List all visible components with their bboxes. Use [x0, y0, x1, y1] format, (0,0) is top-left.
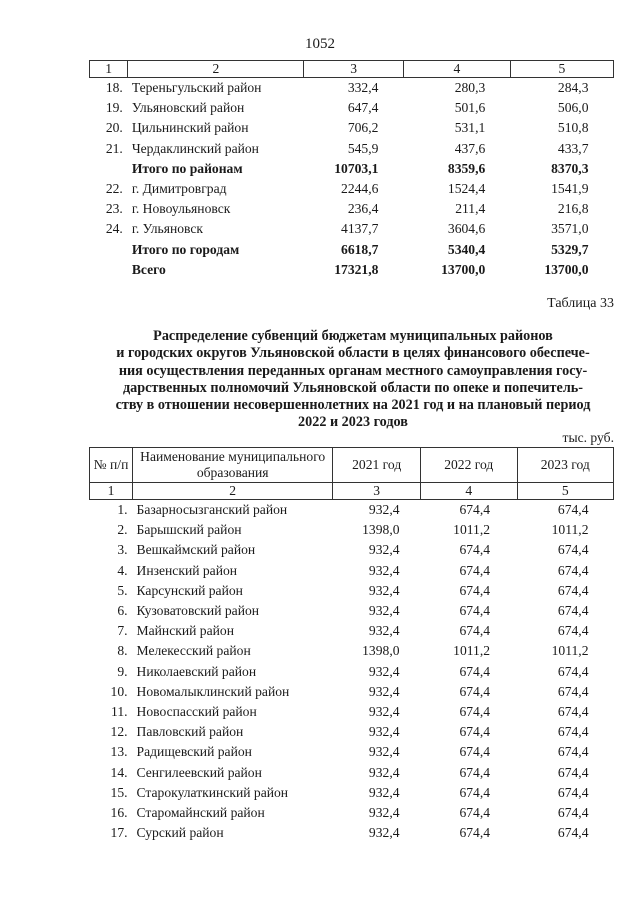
index-cell: 1 [90, 61, 128, 78]
value-2021: 932,4 [368, 804, 400, 820]
row-name: Новоспасский район [136, 703, 257, 719]
value-2022: 674,4 [459, 582, 491, 598]
row-name: Ульяновский район [131, 100, 245, 116]
table-row [90, 199, 614, 219]
value-2022: 674,4 [459, 744, 491, 760]
header-num: № п/п [90, 448, 133, 483]
value-2023: 674,4 [557, 825, 589, 841]
value-2022: 437,6 [454, 140, 486, 156]
table-row [90, 682, 614, 702]
value-2021: 647,4 [347, 100, 379, 116]
units-label: тыс. руб. [562, 430, 614, 445]
header-year-2021: 2021 год [333, 448, 421, 483]
value-2022: 674,4 [459, 683, 491, 699]
value-2022: 674,4 [459, 724, 491, 740]
row-name: Новомалыклинский район [136, 683, 290, 699]
row-number: 11. [111, 703, 128, 719]
row-name: Старокулаткинский район [136, 784, 289, 800]
value-2022: 674,4 [459, 623, 491, 639]
table-row [90, 179, 614, 199]
value-2023: 216,8 [557, 201, 589, 217]
value-2022: 674,4 [459, 562, 491, 578]
value-2021: 932,4 [368, 703, 400, 719]
table-row [90, 219, 614, 239]
table-row [90, 520, 614, 540]
value-2023: 674,4 [557, 603, 589, 619]
table-row [90, 500, 614, 521]
index-cell: 2 [128, 61, 304, 78]
row-name: Радищевский район [136, 744, 252, 760]
value-2021: 236,4 [347, 201, 379, 217]
row-number: 17. [110, 825, 128, 841]
row-name: Тереньгульский район [131, 80, 262, 96]
value-2023: 13700,0 [544, 261, 589, 277]
row-name: Карсунский район [136, 582, 243, 598]
title-line: Распределение субвенций бюджетам муниципальных районов [153, 328, 553, 344]
value-2022: 674,4 [459, 502, 491, 518]
row-number: 2. [117, 522, 128, 538]
row-name: Инзенский район [136, 562, 238, 578]
value-2023: 674,4 [557, 703, 589, 719]
value-2022: 674,4 [459, 825, 491, 841]
value-2023: 674,4 [557, 784, 589, 800]
value-2021: 932,4 [368, 663, 400, 679]
title-line: ния осуществления переданных органам местного самоуправления госу- [118, 362, 588, 379]
value-2023: 674,4 [557, 623, 589, 639]
value-2021: 1398,0 [362, 643, 400, 659]
row-number: 8. [117, 643, 128, 659]
table-title [88, 328, 618, 432]
row-name: Старомайнский район [136, 804, 265, 820]
row-name: г. Ульяновск [131, 221, 204, 237]
index-cell: 3 [304, 61, 403, 78]
value-2021: 932,4 [368, 825, 400, 841]
value-2023: 674,4 [557, 502, 589, 518]
value-2022: 674,4 [459, 703, 491, 719]
row-name: Всего [131, 261, 166, 277]
index-cell: 5 [517, 483, 613, 500]
row-number: 16. [110, 804, 128, 820]
value-2023: 8370,3 [551, 160, 589, 176]
value-2022: 674,4 [459, 603, 491, 619]
value-2021: 10703,1 [334, 160, 379, 176]
table-row [90, 118, 614, 138]
table-row [90, 561, 614, 581]
table-index-row [90, 483, 614, 500]
value-2022: 3604,6 [447, 221, 486, 237]
value-2021: 932,4 [368, 562, 400, 578]
value-2023: 3571,0 [551, 221, 589, 237]
row-number: 1. [117, 502, 128, 518]
value-2023: 674,4 [557, 804, 589, 820]
table-row [90, 78, 614, 99]
title-line: 2022 и 2023 годов [298, 414, 408, 431]
value-2023: 510,8 [557, 120, 589, 136]
row-name: Сурский район [136, 825, 224, 841]
index-cell: 2 [133, 483, 333, 500]
value-2021: 932,4 [368, 724, 400, 740]
table-row [90, 783, 614, 803]
value-2023: 674,4 [557, 744, 589, 760]
title-line: ству в отношении несовершеннолетних на 2021 год и на плановый период [115, 397, 591, 414]
index-cell: 4 [403, 61, 510, 78]
row-number: 12. [110, 724, 128, 740]
value-2021: 932,4 [368, 542, 400, 558]
row-name: Вешкаймский район [136, 542, 256, 558]
table-index-row [90, 61, 614, 78]
value-2022: 674,4 [459, 542, 491, 558]
subvention-table [89, 447, 614, 843]
value-2021: 932,4 [368, 582, 400, 598]
title-line: и городских округов Ульяновской области в целях финансового обеспече- [116, 345, 590, 362]
row-name: Цильнинский район [131, 120, 249, 136]
table-row [90, 722, 614, 742]
value-2021: 545,9 [347, 140, 379, 156]
index-cell: 4 [421, 483, 518, 500]
value-2023: 674,4 [557, 562, 589, 578]
value-2022: 674,4 [459, 663, 491, 679]
value-2021: 17321,8 [334, 261, 379, 277]
table-caption: Таблица 33 [547, 296, 614, 311]
value-2021: 932,4 [368, 502, 400, 518]
value-2021: 6618,7 [341, 241, 379, 257]
value-2023: 433,7 [557, 140, 589, 156]
table-continuation [89, 60, 614, 280]
index-cell: 5 [510, 61, 613, 78]
value-2023: 1011,2 [551, 522, 589, 538]
row-number: 6. [117, 603, 128, 619]
value-2023: 674,4 [557, 683, 589, 699]
value-2023: 506,0 [557, 100, 589, 116]
header-name: Наименование муниципального образования [133, 448, 333, 483]
value-2022: 1011,2 [453, 522, 491, 538]
table-row [90, 762, 614, 782]
row-number: 3. [117, 542, 128, 558]
value-2021: 932,4 [368, 603, 400, 619]
row-name: Павловский район [136, 724, 244, 740]
row-number: 22. [105, 181, 123, 197]
table-row [90, 803, 614, 823]
row-number: 19. [105, 100, 123, 116]
table-row [90, 662, 614, 682]
row-name: Сенгилеевский район [136, 764, 262, 780]
row-name: Итого по районам [131, 160, 243, 176]
value-2021: 4137,7 [341, 221, 379, 237]
value-2021: 932,4 [368, 623, 400, 639]
table-row [90, 742, 614, 762]
table-row [90, 621, 614, 641]
value-2023: 284,3 [557, 80, 589, 96]
value-2022: 1011,2 [453, 643, 491, 659]
value-2021: 932,4 [368, 744, 400, 760]
table-row [90, 540, 614, 560]
table-row [90, 601, 614, 621]
row-number: 9. [117, 663, 128, 679]
value-2023: 674,4 [557, 764, 589, 780]
value-2023: 674,4 [557, 582, 589, 598]
total-row [90, 240, 614, 260]
table-row [90, 641, 614, 661]
value-2022: 5340,4 [447, 241, 486, 257]
value-2023: 674,4 [557, 724, 589, 740]
table-row [90, 581, 614, 601]
table-row [90, 139, 614, 159]
row-number: 10. [110, 683, 128, 699]
value-2023: 5329,7 [551, 241, 589, 257]
value-2022: 674,4 [459, 804, 491, 820]
row-name: Итого по городам [131, 241, 240, 257]
row-number [90, 159, 128, 179]
row-number: 13. [110, 744, 128, 760]
header-year-2022: 2022 год [421, 448, 518, 483]
page-number: 1052 [305, 36, 335, 52]
value-2022: 211,4 [455, 201, 486, 217]
table-row [90, 98, 614, 118]
row-name: Кузоватовский район [136, 603, 260, 619]
row-name: Базарносызганский район [136, 502, 288, 518]
value-2021: 332,4 [347, 80, 379, 96]
value-2021: 932,4 [368, 784, 400, 800]
row-name: г. Димитровград [131, 181, 227, 197]
row-number [90, 260, 128, 280]
value-2023: 1541,9 [551, 181, 589, 197]
value-2022: 501,6 [454, 100, 486, 116]
row-name: Барышский район [136, 522, 242, 538]
value-2022: 8359,6 [447, 160, 486, 176]
row-number: 24. [105, 221, 123, 237]
row-number: 7. [117, 623, 128, 639]
total-row [90, 260, 614, 280]
value-2021: 706,2 [347, 120, 379, 136]
row-name: Чердаклинский район [131, 140, 259, 156]
value-2021: 932,4 [368, 683, 400, 699]
title-line: дарственных полномочий Ульяновской области по опеке и попечитель- [122, 379, 584, 396]
row-name: Николаевский район [136, 663, 257, 679]
row-number: 23. [105, 201, 123, 217]
row-number: 15. [110, 784, 128, 800]
header-year-2023: 2023 год [517, 448, 613, 483]
table-header-row [90, 448, 614, 483]
table-row [90, 823, 614, 843]
value-2023: 674,4 [557, 663, 589, 679]
row-number: 18. [105, 80, 123, 96]
value-2022: 13700,0 [441, 261, 486, 277]
row-name: г. Новоульяновск [131, 201, 231, 217]
total-row [90, 159, 614, 179]
row-name: Майнский район [136, 623, 234, 639]
value-2021: 1398,0 [362, 522, 400, 538]
value-2023: 1011,2 [551, 643, 589, 659]
row-number: 20. [105, 120, 123, 136]
index-cell: 1 [90, 483, 133, 500]
table-row [90, 702, 614, 722]
value-2021: 2244,6 [341, 181, 379, 197]
value-2022: 280,3 [454, 80, 486, 96]
row-number: 14. [110, 764, 128, 780]
value-2022: 1524,4 [447, 181, 486, 197]
row-number: 21. [105, 140, 123, 156]
index-cell: 3 [333, 483, 421, 500]
value-2022: 531,1 [454, 120, 486, 136]
row-number: 4. [117, 562, 128, 578]
value-2023: 674,4 [557, 542, 589, 558]
row-number: 5. [117, 582, 128, 598]
value-2022: 674,4 [459, 784, 491, 800]
row-number [90, 240, 128, 260]
value-2022: 674,4 [459, 764, 491, 780]
value-2021: 932,4 [368, 764, 400, 780]
row-name: Мелекесский район [136, 643, 251, 659]
